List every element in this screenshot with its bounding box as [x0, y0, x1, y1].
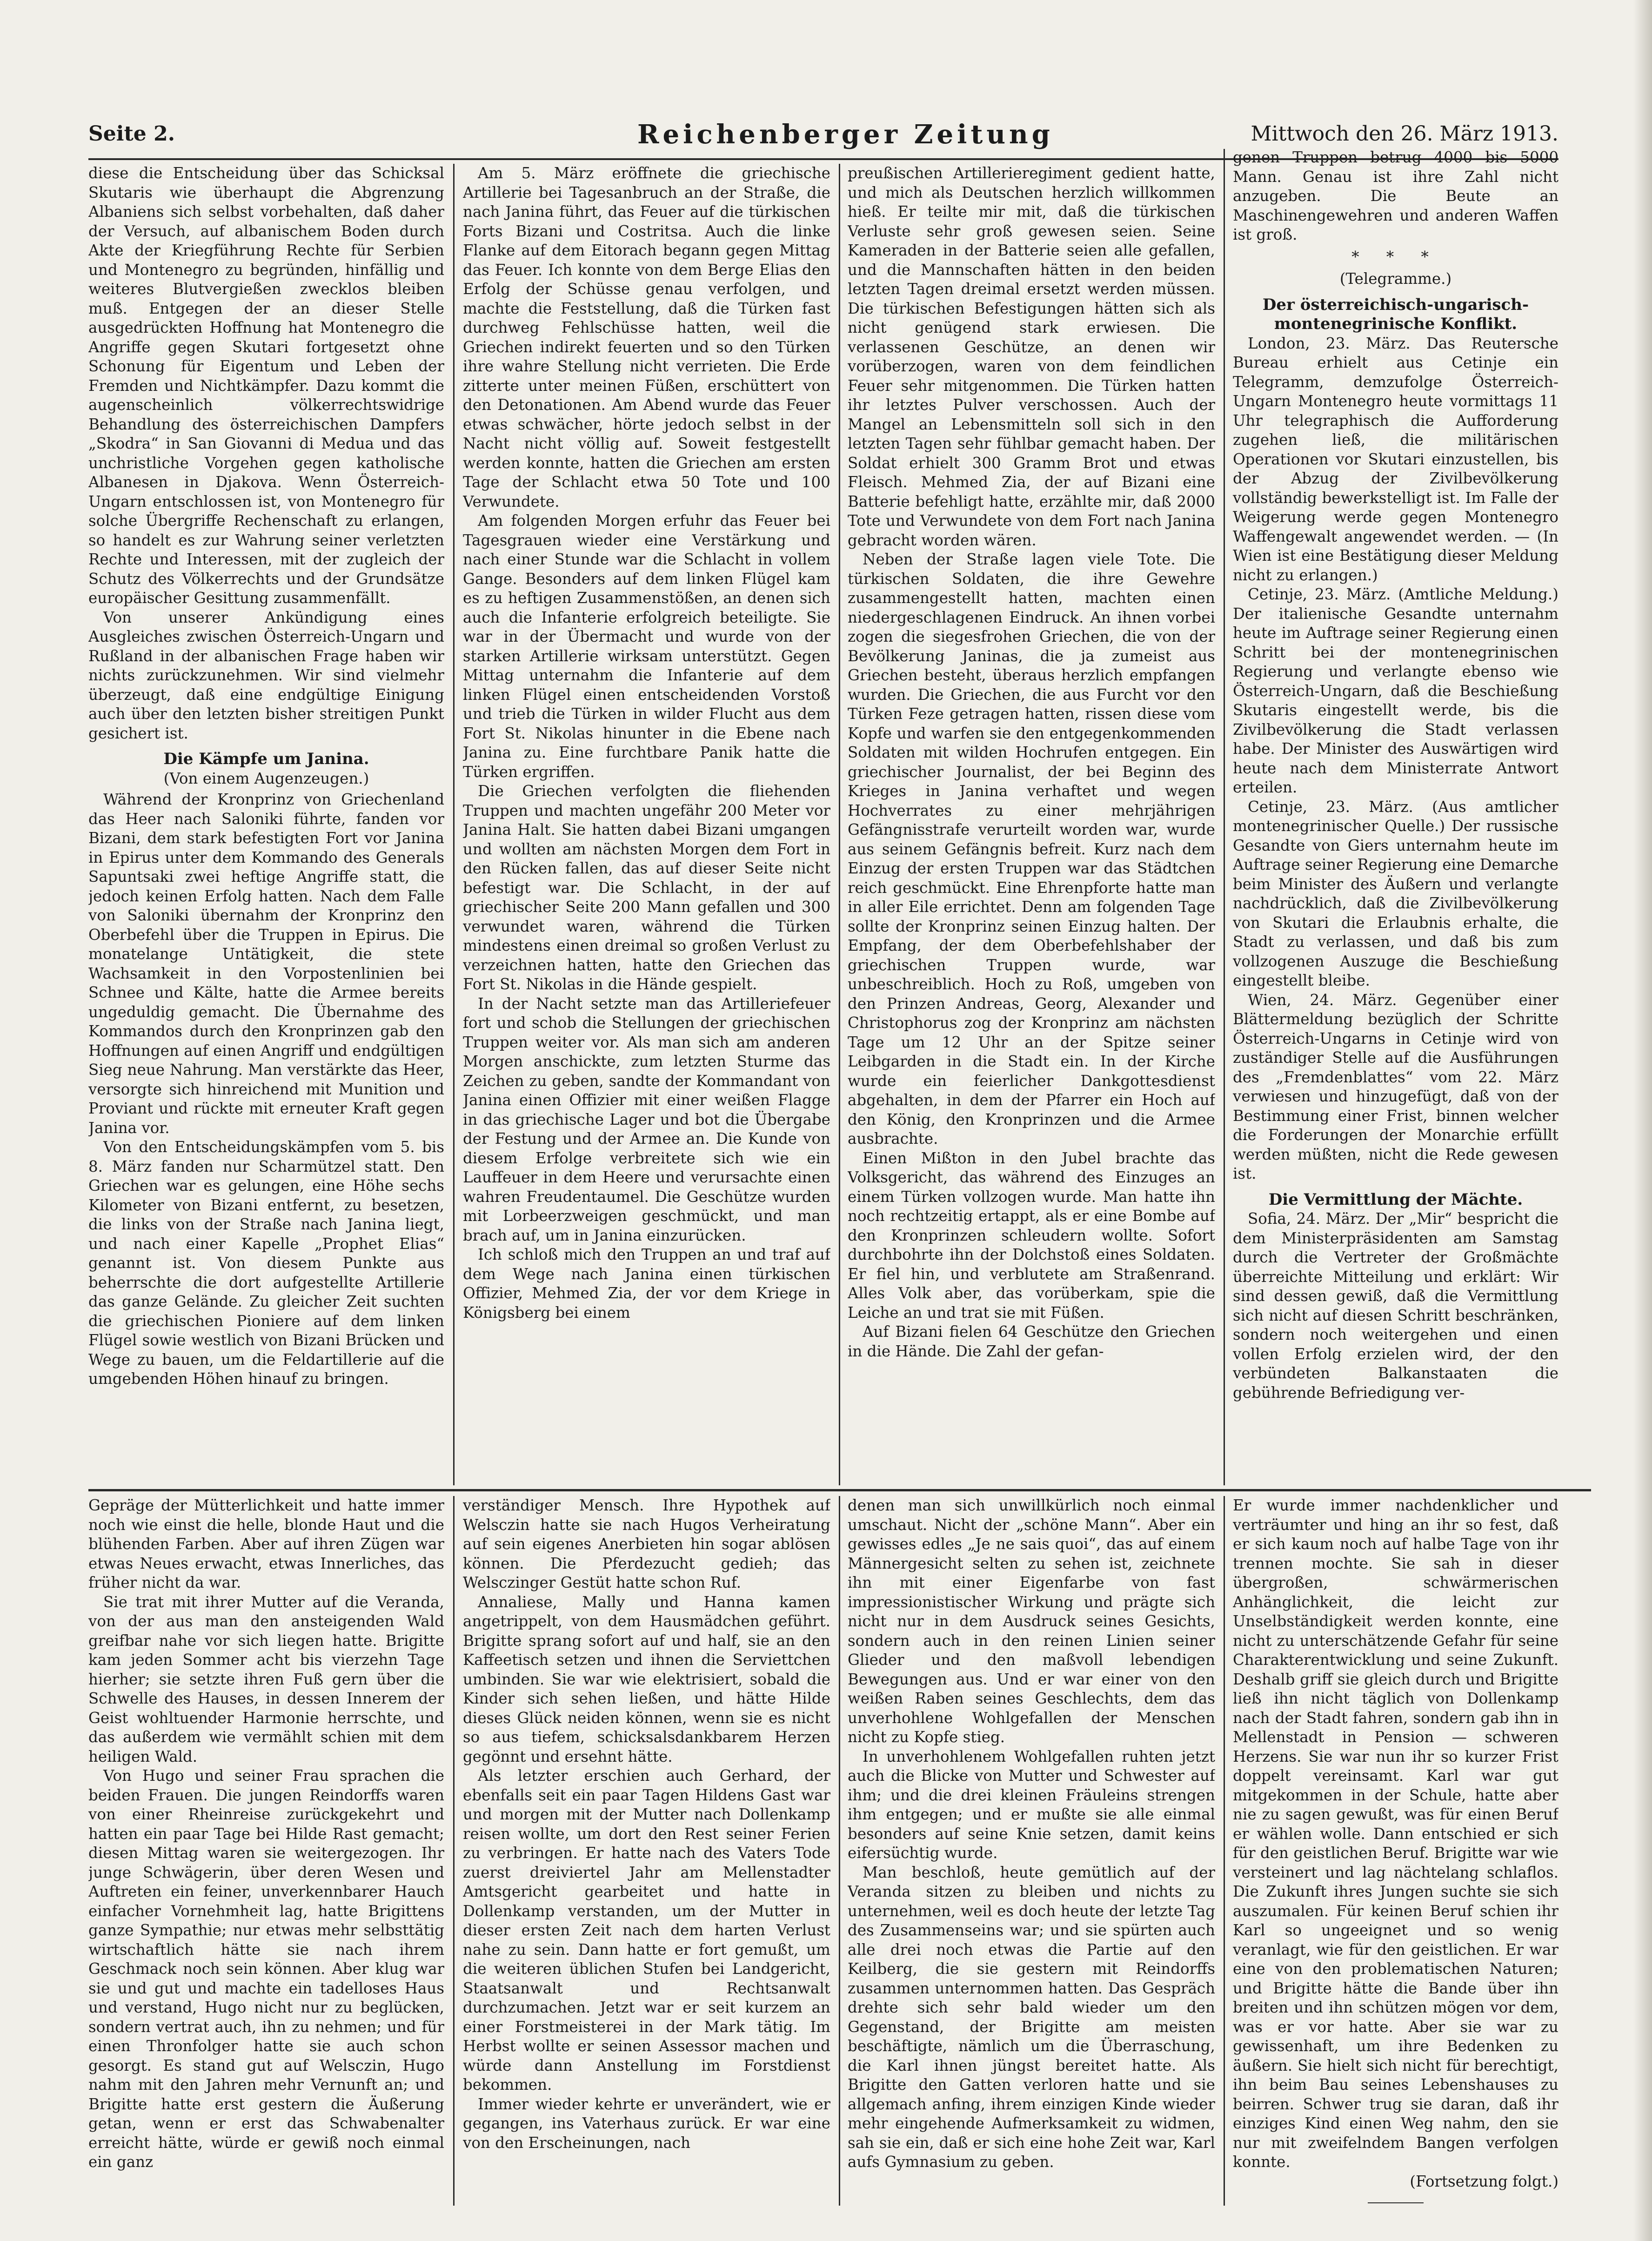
paragraph: Man beschloß, heute gemütlich auf der Veranda sitzen zu bleiben und nichts zu unternehmen, weil es doch heute der letzte Tag des Zusammenseins war; und sie spürten auch alle drei noch etwas die Partie auf den Keilberg, die sie gestern mit Reindorffs zusammen unternommen hatten. Das Gespräch drehte sich sehr bald wieder um den Gegenstand, der Brigitte am meisten beschäftigte, nämlich um die Überraschung, die Karl ihnen jüngst bereitet hatte. Als Brigitte den Gatten verloren hatte und sie allgemach anfing, ihrem einzigen Kinde wieder mehr eingehende Aufmerksamkeit zu widmen, sah sie ein, daß er sich eine hohe Zeit war, Karl aufs Gymnasium zu geben. — [848, 1863, 1215, 2171]
paragraph: Wien, 24. März. Gegenüber einer Blättermeldung bezüglich der Schritte Österreich-Ungarns in Cetinje wird von zuständiger Stelle auf die Ausführungen des „Fremdenblattes“ vom 22. März verwiesen und hinzugefügt, daß von der Bestimmung einer Frist, binnen welcher die Forderungen der Monarchie erfüllt werden müßten, nicht die Rede gewesen ist. — [1233, 991, 1558, 1182]
masthead-title: Reichenberger Zeitung — [637, 119, 1054, 150]
column-divider — [453, 1496, 455, 2206]
column-divider — [1224, 149, 1225, 1485]
article-heading-conflict: Der österreichisch-ungarisch-montenegrinische Konflikt. — [1262, 295, 1529, 333]
paragraph: Als letzter erschien auch Gerhard, der ebenfalls seit ein paar Tagen Hildens Gast war und morgen mit der Mutter nach Dollenkamp reisen wollte, um dort den Rest seiner Ferien zu verbringen. Er hatte nach des Vaters Tode zuerst dreiviertel Jahr am Mellenstadter Amtsgericht gearbeitet und hatte in Dollenkamp verstanden, um der Mutter in dieser ersten Zeit nach dem harten Verlust nahe zu sein. Dann hatte er fort gemußt, um die weiteren üblichen Stufen bei Landgericht, Staatsanwalt und Rechtsanwalt durchzumachen. Jetzt war er seit kurzem an einer Forstmeisterei in der Mark tätig. Im Herbst wollte er seinen Assessor machen und würde dann Anstellung im Forstdienst bekommen. — [463, 1767, 830, 2093]
paragraph: Die Griechen verfolgten die fliehenden Truppen und machten ungefähr 200 Meter vor Janina Halt. Sie hatten dabei Bizani umgangen und wollten am nächsten Morgen dem Fort in den Rücken fallen, das auf dieser Seite nicht befestigt war. Die Schlacht, in der auf griechischer Seite 200 Mann gefallen und 300 verwundet waren, während die Türken mindestens einen dreimal so großen Verlust zu verzeichnen hatten, hatte den Griechen das Fort St. Nikolas in die Hände gespielt. — [463, 782, 830, 993]
end-rule — [1368, 2202, 1424, 2203]
section-stars: * * * — [1351, 248, 1440, 266]
issue-date: Mittwoch den 26. März 1913. — [1251, 122, 1558, 146]
article-heading-mediation: Die Vermittlung der Mächte. — [1268, 1190, 1523, 1209]
paragraph: verständiger Mensch. Ihre Hypothek auf Welsczin hatte sie nach Hugos Verheiratung auf sein eigenes Anerbieten hin sogar ablösen können. Die Pferdezucht gedieh; das Welsczinger Gestüt hatte schon Ruf. — [463, 1496, 830, 1591]
paragraph: preußischen Artillerieregiment gedient hatte, und mich als Deutschen herzlich willkommen hieß. Er teilte mir mit, daß die türkischen Verluste sehr groß gewesen seien. Seine Kameraden in der Batterie seien alle gefallen, und die Mannschaften hätten in den beiden letzten Tagen dreimal ersetzt werden müssen. Die türkischen Befestigungen hätten sich als nicht genügend stark erwiesen. Die verlassenen Geschütze, an denen wir vorüberzogen, waren von dem feindlichen Feuer sehr mitgenommen. Die Türken hatten ihr letztes Pulver verschossen. Auch der Mangel an Lebensmitteln soll sich in den letzten Tagen sehr fühlbar gemacht haben. Der Soldat erhielt 300 Gramm Brot und etwas Fleisch. Mehmed Zia, der auf Bizani eine Batterie befehligt hatte, erzählte mir, daß 2000 Tote und Verwundete von dem Fort nach Janina gebracht worden wären. — [848, 164, 1215, 549]
scan-edge-shadow — [1633, 0, 1652, 2241]
paragraph: Auf Bizani fielen 64 Geschütze den Griechen in die Hände. Die Zahl der gefan- — [848, 1323, 1215, 1360]
paragraph: In unverhohlenem Wohlgefallen ruhten jetzt auch die Blicke von Mutter und Schwester auf ihm; und die drei kleinen Fräuleins strengen ihm entgegen; und er mußte sie alle einmal besonders auf seine Knie setzen, damit keins eifersüchtig wurde. — [848, 1747, 1215, 1862]
column-divider — [453, 164, 455, 1485]
news-column-4 — [1233, 148, 1558, 1482]
paragraph: diese die Entscheidung über das Schicksal Skutaris wie überhaupt die Abgrenzung Albaniens sich selbst vorbehalten, daß daher der Versuch, auf albanischem Boden durch Akte der Kriegführung Rechte für Serbien und Montenegro zu begründen, hinfällig und weiteres Blutvergießen zwecklos bleiben muß. Entgegen der an dieser Stelle ausgedrückten Hoffnung hat Montenegro die Angriffe gegen Skutari fortgesetzt ohne Schonung für Eigentum und Leben der Fremden und Nichtkämpfer. Dazu kommt die augenscheinlich völkerrechtswidrige Behandlung des österreichischen Dampfers „Skodra“ in San Giovanni di Medua und das unchristliche Vorgehen gegen katholische Albanesen in Djakova. Wenn Österreich-Ungarn entschlossen ist, von Montenegro für solche Übergriffe Rechenschaft zu erlangen, so handelt es zur Wahrung seiner verletzten Rechte und Interessen, mit der zugleich der Schutz des Völkerrechts und der Grundsätze europäischer Gesittung zusammenfällt. — [88, 164, 444, 607]
paragraph: Gepräge der Mütterlichkeit und hatte immer noch wie einst die helle, blonde Haut und die blühenden Farben. Aber auf ihren Zügen war etwas Neues erwacht, etwas Innerliches, das früher nicht da war. — [88, 1496, 444, 1591]
paragraph: Sofia, 24. März. Der „Mir“ bespricht die dem Ministerpräsidenten am Samstag durch die Vertreter der Großmächte überreichte Mitteilung und erklärt: Wir sind dessen gewiß, daß die Vermittlung sich nicht auf diesen Schritt beschränken, sondern noch weitergehen und einen vollen Erfolg erzielen wird, der den verbündeten Balkanstaaten die gebührende Befriedigung ver- — [1233, 1210, 1558, 1402]
paragraph: Von unserer Ankündigung eines Ausgleiches zwischen Österreich-Ungarn und Rußland in der albanischen Frage haben wir nichts zurückzunehmen. Wir sind vielmehr überzeugt, daß eine endgültige Einigung auch über den letzten bisher streitigen Punkt gesichert ist. — [88, 608, 444, 742]
news-column-3 — [848, 164, 1215, 1482]
page-number: Seite 2. — [88, 122, 175, 146]
paragraph: Während der Kronprinz von Griechenland das Heer nach Saloniki führte, fanden vor Bizani, dem stark befestigten Fort vor Janina in Epirus unter dem Kommando des Generals Sapuntsaki zwei heftige Angriffe statt, die jedoch keinen Erfolg hatten. Nach dem Falle von Saloniki übernahm der Kronprinz den Oberbefehl über die Truppen in Epirus. Die monatelange Untätigkeit, die stete Wachsamkeit in den Vorpostenlinien bei Schnee und Kälte, hatte die Armee bereits ungeduldig gemacht. Die Übernahme des Kommandos durch den Kronprinzen gab den Hoffnungen auf einen Angriff und endgültigen Sieg neue Nahrung. Man verstärkte das Heer, versorgte sich hinreichend mit Munition und Proviant und rückte mit erneuter Kraft gegen Janina vor. — [88, 791, 444, 1137]
paragraph: Am folgenden Morgen erfuhr das Feuer bei Tagesgrauen wieder eine Verstärkung und nach einer Stunde war die Schlacht in vollem Gange. Besonders auf dem linken Flügel kam es zu heftigen Zusammenstößen, an denen sich auch die Infanterie erfolgreich beteiligte. Sie war in der Übermacht und wurde von der starken Artillerie wirksam unterstützt. Gegen Mittag unternahm die Infanterie auf dem linken Flügel einen entscheidenden Vorstoß und trieb die Türken in wilder Flucht aus dem Fort St. Nikolas hinunter in die Ebene nach Janina zu. Eine furchtbare Panik hatte die Türken ergriffen. — [463, 512, 830, 781]
news-column-1 — [88, 164, 444, 1482]
news-column-2 — [463, 164, 830, 1482]
paragraph: Einen Mißton in den Jubel brachte das Volksgericht, das während des Einzuges an einem Türken vollzogen wurde. Man hatte ihn noch rechtzeitig ertappt, als er eine Bombe auf den Kronprinzen schleudern wollte. Sofort durchbohrte ihn der Dolchstoß eines Soldaten. Er fiel hin, und verblutete am Straßenrand. Alles Volk aber, das vorüberkam, spie die Leiche an und trat sie mit Füßen. — [848, 1149, 1215, 1322]
serial-column-4 — [1233, 1496, 1558, 2203]
paragraph: Er wurde immer nachdenklicher und verträumter und hing an ihr so fest, daß er sich kaum noch auf halbe Tage von ihr trennen mochte. Sie sah in dieser übergroßen, schwärmerischen Anhänglichkeit, die leicht zur Unselbständigkeit werden konnte, eine nicht zu unterschätzende Gefahr für seine Charakterentwicklung und seine Zukunft. Deshalb griff sie gleich durch und Brigitte ließ ihn nicht täglich von Dollenkamp nach der Stadt fahren, sondern gab ihn in Mellenstadt in Pension — schweren Herzens. Sie war nun ihr so kurzer Frist doppelt vereinsamt. Karl war gut mitgekommen in der Schule, hatte aber nie zu sagen gewußt, was für einen Beruf er wählen wolle. Dann entschied er sich für den geistlichen Beruf. Brigitte war wie versteinert und lag nächtelang schlaflos. Die Zukunft ihres Jungen suchte sie sich auszumalen. Für keinen Beruf schien ihr Karl so ungeeignet und so wenig veranlagt, wie für den geistlichen. Er war eine von den problematischen Naturen; und Brigitte hätte die Bande über ihn breiten und ihn schützen mögen vor dem, was er vor hatte. Aber sie war zu gewissenhaft, um ihre Bedenken zu äußern. Sie hielt sich nicht für berechtigt, ihn beim Bau seines Lebenshauses zu beirren. Schwer trug sie daran, daß ihr einziges Kind einen Weg nahm, den sie nur mit zweifelndem Bangen verfolgen konnte. — [1233, 1496, 1558, 2171]
feuilleton-separator — [88, 1489, 1591, 1491]
paragraph: Am 5. März eröffnete die griechische Artillerie bei Tagesanbruch an der Straße, die nach Janina führt, das Feuer auf die türkischen Forts Bizani und Costritsa. Auch die linke Flanke auf dem Eitorach begann gegen Mittag das Feuer. Ich konnte von dem Berge Elias den Erfolg der Schüsse genau verfolgen, und machte die Feststellung, daß die Türken fast durchweg Fehlschüsse hatten, weil die Griechen indirekt feuerten und so den Türken ihre wahre Stellung nicht verrieten. Die Erde zitterte unter meinen Füßen, erschüttert von den Detonationen. Am Abend wurde das Feuer etwas schwächer, hörte jedoch selbst in der Nacht nicht völlig auf. Soweit festgestellt werden konnte, hatten die Griechen am ersten Tage der Schlacht etwa 50 Tote und 100 Verwundete. — [463, 164, 830, 510]
serial-column-1 — [88, 1496, 444, 2203]
serial-column-3 — [848, 1496, 1215, 2203]
column-divider — [839, 1496, 840, 2206]
telegram-label: (Telegramme.) — [1339, 270, 1452, 288]
paragraph: denen man sich unwillkürlich noch einmal umschaut. Nicht der „schöne Mann“. Aber ein gewisses edles „Je ne sais quoi“, das auf einem Männergesicht selten zu sehen ist, zeichnete ihn mit einer Eigenfarbe von fast impressionistischer Wirkung und prägte sich nicht nur in dem Ausdruck seines Gesichts, sondern auch in den reinen Linien seiner Glieder und den maßvoll lebendigen Bewegungen aus. Und er war einer von den weißen Raben seines Geschlechts, dem das unverhohlene Wohlgefallen der Menschen nicht zu Kopfe stieg. — [848, 1496, 1215, 1746]
column-divider — [839, 164, 840, 1485]
paragraph: Ich schloß mich den Truppen an und traf auf dem Wege nach Janina einen türkischen Offizier, Mehmed Zia, der vor dem Kriege in Königsberg bei einem — [463, 1246, 830, 1322]
serial-column-2 — [463, 1496, 830, 2203]
article-byline: (Von einem Augenzeugen.) — [163, 769, 369, 787]
paragraph: In der Nacht setzte man das Artilleriefeuer fort und schob die Stellungen der griechischen Truppen weiter vor. Als man sich am anderen Morgen anschickte, zum letzten Sturme das Zeichen zu geben, sandte der Kommandant von Janina einen Offizier mit einer weißen Flagge in das griechische Lager und bot die Übergabe der Festung und der Armee an. Die Kunde von diesem Erfolge verbreitete sich wie ein Lauffeuer in dem Heere und verursachte einen wahren Freudentaumel. Die Geschütze wurden mit Lorbeerzweigen geschmückt, und man brach auf, um in Janina einzurücken. — [463, 994, 830, 1244]
paragraph: Cetinje, 23. März. (Amtliche Meldung.) Der italienische Gesandte unternahm heute im Auftrage seiner Regierung einen Schritt bei der montenegrinischen Regierung und verlangte ebenso wie Österreich-Ungarn, daß die Beschießung Skutaris eingestellt werde, bis die Zivilbevölkerung die Stadt verlassen habe. Der Minister des Auswärtigen wird heute nach dem Ministerrate Antwort erteilen. — [1233, 585, 1558, 796]
paragraph: Annaliese, Mally und Hanna kamen angetrippelt, von dem Hausmädchen geführt. Brigitte sprang sofort auf und half, sie an den Kaffeetisch setzen und ihnen die Serviettchen umbinden. Sie war wie elektrisiert, sobald die Kinder sich sehen ließen, und hätte Hilde dieses Glück neiden können, wenn sie es nicht so aus tiefem, schicksalsdankbarem Herzen gegönnt und ersehnt hätte. — [463, 1593, 830, 1765]
paragraph: London, 23. März. Das Reutersche Bureau erhielt aus Cetinje ein Telegramm, demzufolge Österreich-Ungarn Montenegro heute vormittags 11 Uhr telegraphisch die Aufforderung zugehen ließ, die militärischen Operationen vor Skutari einzustellen, bis der Abzug der Zivilbevölkerung vollständig bewerkstelligt ist. Im Falle der Weigerung werde gegen Montenegro Waffengewalt angewendet werden. — (In Wien ist eine Bestätigung dieser Meldung nicht zu erlangen.) — [1233, 334, 1558, 584]
paragraph: Von den Entscheidungskämpfen vom 5. bis 8. März fanden nur Scharmützel statt. Den Griechen war es gelungen, eine Höhe sechs Kilometer von Bizani entfernt, zu besetzen, die links von der Straße nach Janina liegt, und nach einer Kapelle „Prophet Elias“ genannt ist. Von diesem Punkte aus beherrschte die dort aufgestellte Artillerie das ganze Gelände. Zu gleicher Zeit suchten die griechischen Pioniere auf dem linken Flügel sowie westlich von Bizani Brücken und Wege zu bauen, um die Feldartillerie auf die umgebenden Höhen hinauf zu bringen. — [88, 1138, 444, 1388]
paragraph: Cetinje, 23. März. (Aus amtlicher montenegrinischer Quelle.) Der russische Gesandte von Giers unternahm heute im Auftrage seiner Regierung eine Demarche beim Minister des Äußern und verlangte nachdrücklich, daß die Zivilbevölkerung von Skutari die Erlaubnis erhalte, die Stadt zu verlassen, und daß bis zum vollzogenen Auszuge die Beschießung eingestellt bleibe. — [1233, 798, 1558, 989]
paragraph: Sie trat mit ihrer Mutter auf die Veranda, von der aus man den ansteigenden Wald greifbar nahe vor sich liegen hatte. Brigitte kam jeden Sommer acht bis vierzehn Tage hierher; sie setzte ihren Fuß gern über die Schwelle des Hauses, in dessen Innerem der Geist wohltuender Harmonie herrschte, und das außerdem wie vermählt schien mit dem heiligen Wald. — [88, 1593, 444, 1765]
paragraph: Immer wieder kehrte er unverändert, wie er gegangen, ins Vaterhaus zurück. Er war eine von den Erscheinungen, nach — [463, 2095, 830, 2152]
to-be-continued: (Fortsetzung folgt.) — [1410, 2172, 1558, 2190]
paragraph: Von Hugo und seiner Frau sprachen die beiden Frauen. Die jungen Reindorffs waren von einer Rheinreise zurückgekehrt und hatten ein paar Tage bei Hilde Rast gemacht; diesen Mittag waren sie weitergezogen. Ihr junge Schwägerin, über deren Wesen und Auftreten ein feiner, unverkennbarer Hauch einfacher Vornehmheit lag, hatte Brigittens ganze Sympathie; nur etwas mehr selbsttätig wirtschaftlich hätte sie nach ihrem Geschmack noch sein können. Aber klug war sie und gut und machte ein tadelloses Haus und verstand, Hugo nicht nur zu beglücken, sondern vertrat auch, ihn zu nehmen; und für einen Thronfolger hatte sie auch schon gesorgt. Es stand gut auf Welsczin, Hugo nahm mit den Jahren mehr Vernunft an; und Brigitte hatte erst gestern die Äußerung getan, wenn er erst das Schwabenalter erreicht hätte, würde er gewiß noch einmal ein ganz — [88, 1767, 444, 2171]
paragraph: genen Truppen betrug 4000 bis 5000 Mann. Genau ist ihre Zahl nicht anzugeben. Die Beute an Maschinengewehren und anderen Waffen ist groß. — [1233, 148, 1558, 243]
column-divider — [1224, 1496, 1225, 2206]
article-heading-janina: Die Kämpfe um Janina. — [163, 750, 369, 768]
paragraph: Neben der Straße lagen viele Tote. Die türkischen Soldaten, die ihre Gewehre zusammengestellt hatten, machten einen niedergeschlagenen Eindruck. An ihnen vorbei zogen die siegesfrohen Griechen, die von der Bevölkerung Janinas, die ja zumeist aus Griechen besteht, überaus herzlich empfangen wurden. Die Griechen, die aus Furcht vor den Türken Feze getragen hatten, rissen diese vom Kopfe und warfen sie den entgegenkommenden Soldaten mit wilden Hochrufen entgegen. Ein griechischer Journalist, der bei Beginn des Krieges in Janina verhaftet und wegen Hochverrates zu einer mehrjährigen Gefängnisstrafe verurteilt worden war, wurde aus seinem Gefängnis befreit. Kurz nach dem Einzug der ersten Truppen war das Städtchen reich geschmückt. Eine Ehrenpforte hatte man in aller Eile errichtet. Denn am folgenden Tage sollte der Kronprinz seinen Einzug halten. Der Empfang, der dem Oberbefehlshaber der griechischen Truppen wurde, war unbeschreiblich. Hoch zu Roß, umgeben von den Prinzen Andreas, Georg, Alexander und Christophorus zog der Kronprinz am nächsten Tage um 12 Uhr an der Spitze seiner Leibgarden in die Stadt ein. In der Kirche wurde ein feierlicher Dankgottesdienst abgehalten, in dem der Pfarrer ein Hoch auf den König, den Kronprinzen und die Armee ausbrachte. — [848, 550, 1215, 1147]
